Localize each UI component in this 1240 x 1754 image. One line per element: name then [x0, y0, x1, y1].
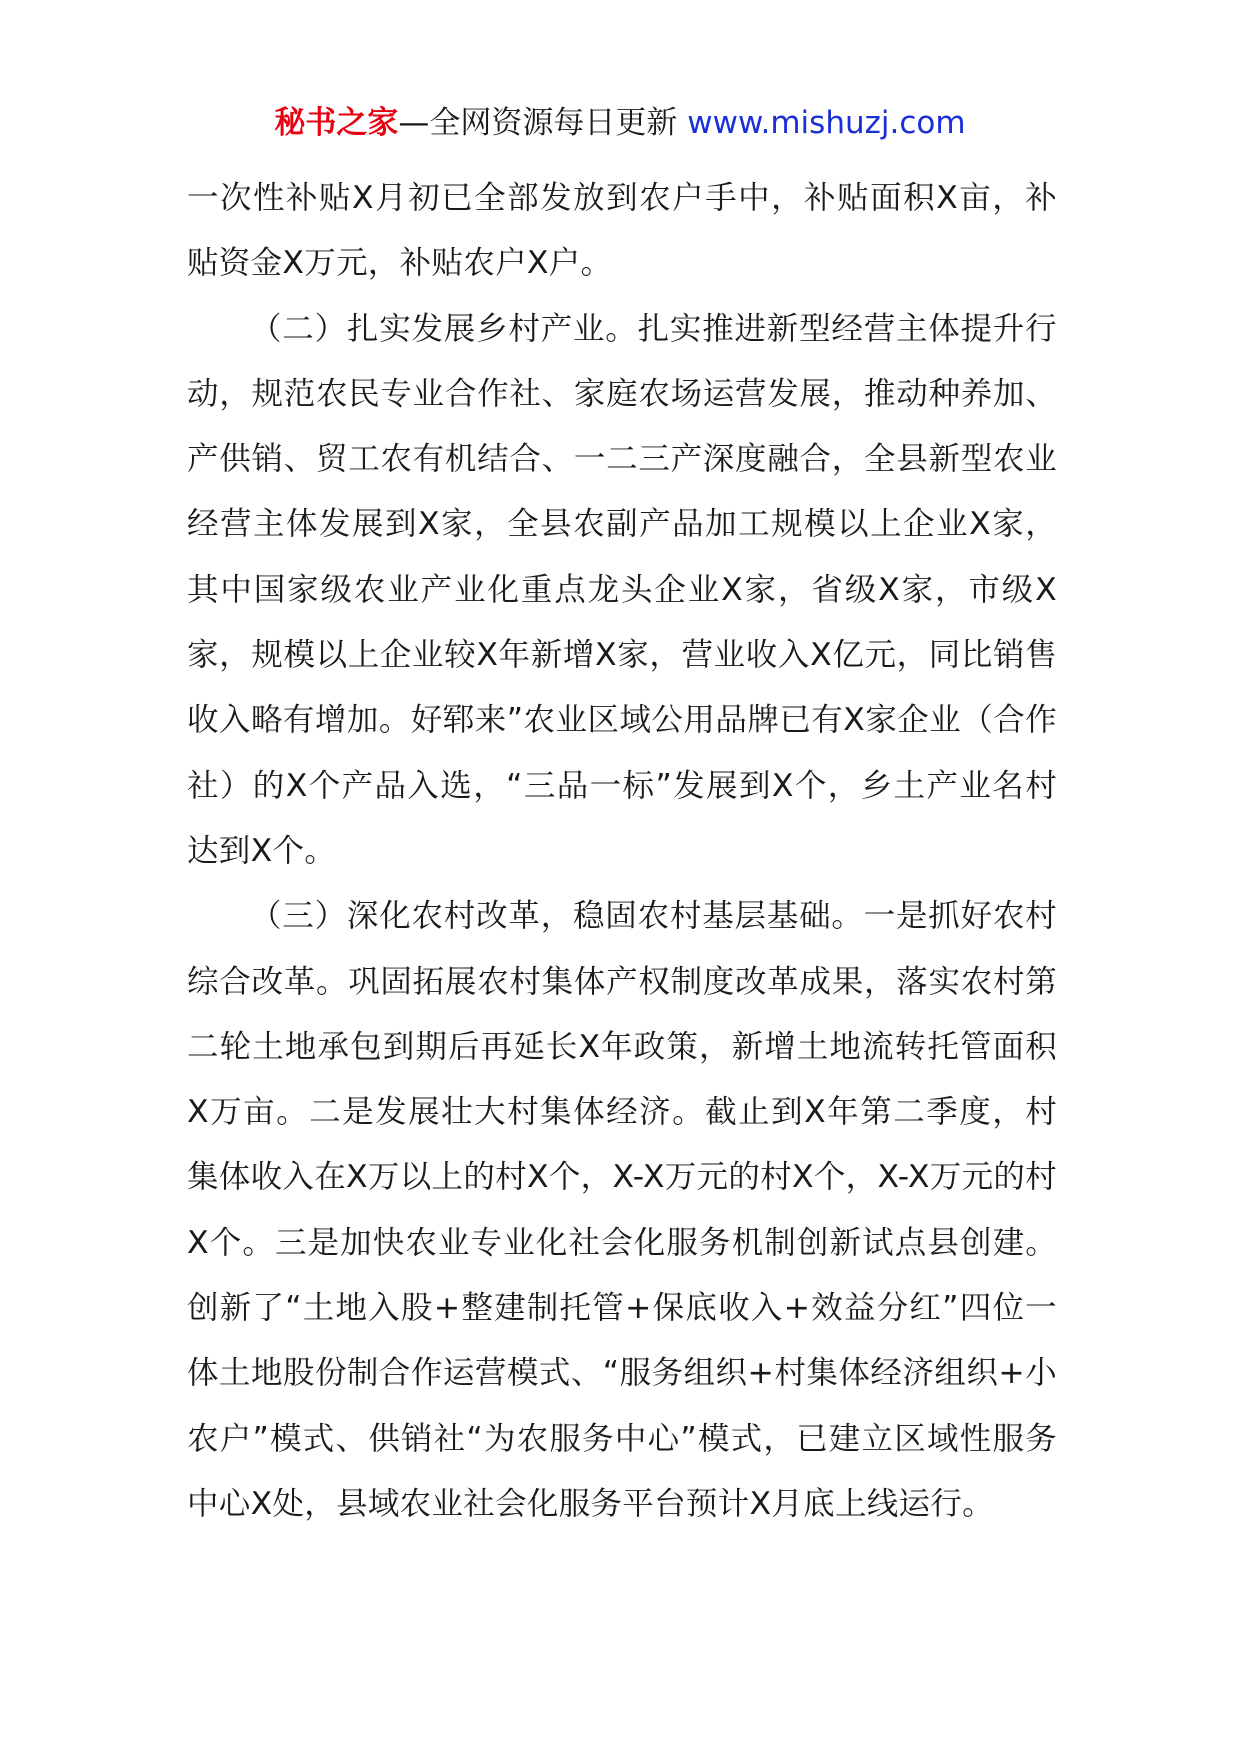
document-body — [187, 166, 1057, 1537]
paragraph-continuation: 一次性补贴X月初已全部发放到农户手中，补贴面积X亩，补贴资金X万元，补贴农户X户。 — [187, 180, 1057, 282]
paragraph-rural-industry: （二）扎实发展乡村产业。扎实推进新型经营主体提升行动，规范农民专业合作社、家庭农场运营发展，推动种养加、产供销、贸工农有机结合、一二三产深度融合，全县新型农业经营主体发展到X家，全县农副产品加工规模以上企业X家，其中国家级农业产业化重点龙头企业X家，省级X家，市级X家，规模以上企业较X年新增X家，营业收入X亿元，同比销售收入略有增加。好郓来”农业区域公用品牌已有X家企业（合作社）的X个产品入选，“三品一标”发展到X个，乡土产业名村达到X个。 — [187, 310, 1057, 869]
header-brand: 秘书之家 — [274, 105, 399, 141]
header-slogan: —全网资源每日更新 — [398, 105, 678, 141]
header-site-url[interactable]: www.mishuzj.com — [687, 105, 966, 141]
paragraph-rural-reform: （三）深化农村改革，稳固农村基层基础。一是抓好农村综合改革。巩固拓展农村集体产权制度改革成果，落实农村第二轮土地承包到期后再延长X年政策，新增土地流转托管面积X万亩。二是发展壮大村集体经济。截止到X年第二季度，村集体收入在X万以上的村X个，X-X万元的村X个，X-X万元的村X个。三是加快农业专业化社会化服务机制创新试点县创建。创新了“土地入股+整建制托管+保底收入+效益分红”四位一体土地股份制合作运营模式、“服务组织+村集体经济组织+小农户”模式、供销社“为农服务中心”模式，已建立区域性服务中心X处，县域农业社会化服务平台预计X月底上线运行。 — [187, 898, 1057, 1522]
page-header — [0, 98, 1240, 148]
